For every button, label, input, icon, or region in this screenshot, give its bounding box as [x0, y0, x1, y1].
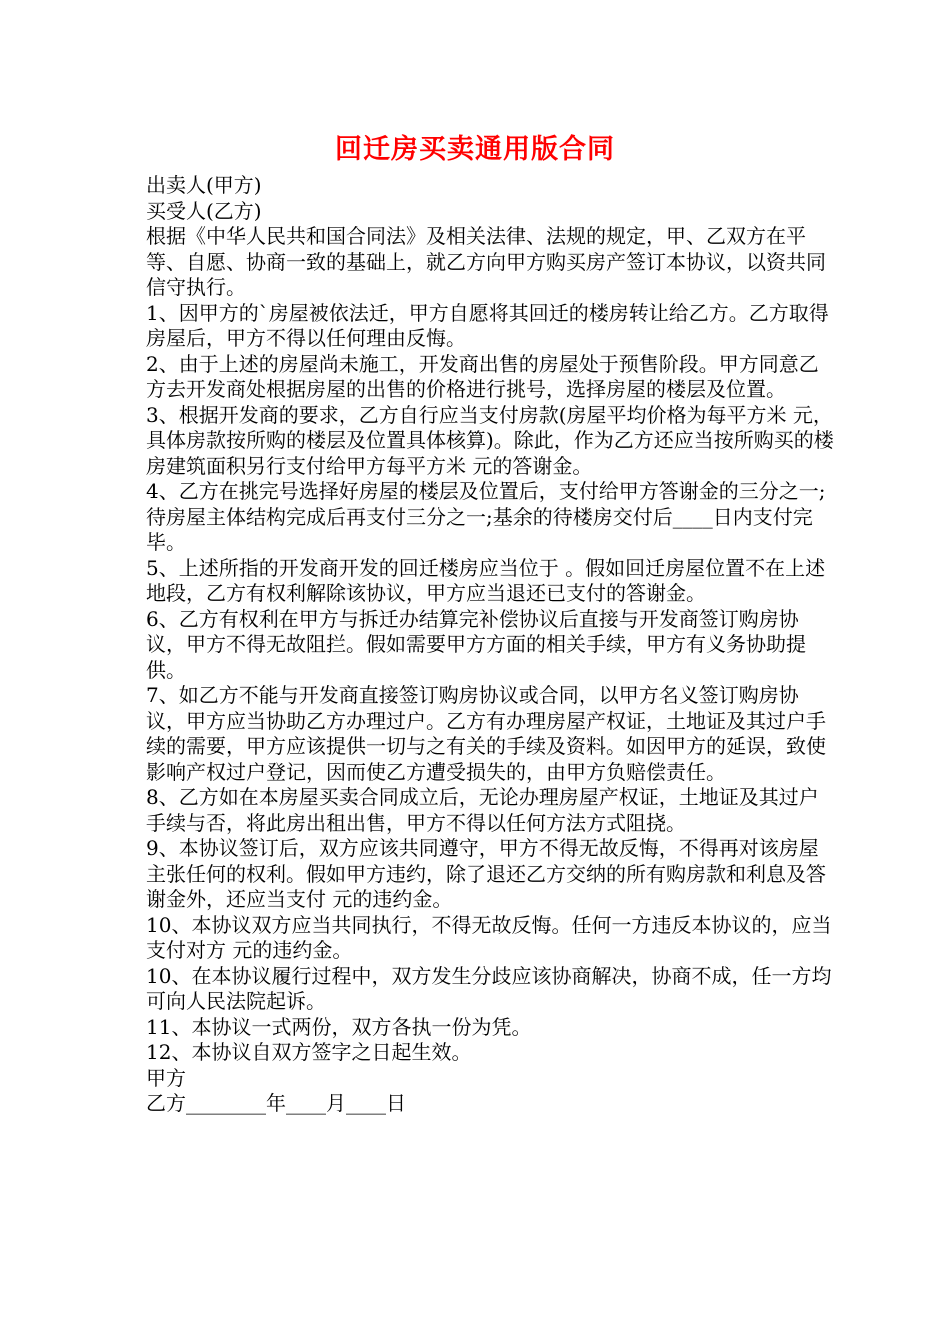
clause-11: 11、本协议一式两份，双方各执一份为凭。	[146, 1014, 532, 1039]
document-body	[146, 173, 836, 1117]
clause-4: 4、乙方在挑完号选择好房屋的楼层及位置后，支付给甲方答谢金的三分之一;待房屋主体结构完成后再支付三分之一;基余的待楼房交付后____日内支付完毕。	[146, 479, 826, 554]
document-title: 回迁房买卖通用版合同	[335, 134, 615, 165]
clause-9: 9、本协议签订后，双方应该共同遵守，甲方不得无故反悔，不得再对该房屋主张任何的权利。假如甲方违约，除了退还乙方交纳的所有购房款和利息及答谢金外，还应当支付 元的违约金。	[146, 836, 826, 911]
clause-7: 7、如乙方不能与开发商直接签订购房协议或合同，以甲方名义签订购房协议，甲方应当协助乙方办理过户。乙方有办理房屋产权证，土地证及其过户手续的需要，甲方应该提供一切与之有关的手续及资料。如因甲方的延误，致使影响产权过户登记，因而使乙方遭受损失的，由甲方负赔偿责任。	[146, 683, 826, 784]
clause-2: 2、由于上述的房屋尚未施工，开发商出售的房屋处于预售阶段。甲方同意乙方去开发商处根据房屋的出售的价格进行挑号，选择房屋的楼层及位置。	[146, 351, 819, 401]
clause-5: 5、上述所指的开发商开发的回迁楼房应当位于 。假如回迁房屋位置不在上述地段，乙方有权利解除该协议，甲方应当退还已支付的答谢金。	[146, 555, 826, 605]
clause-6: 6、乙方有权利在甲方与拆迁办结算完补偿协议后直接与开发商签订购房协议，甲方不得无故阻拦。假如需要甲方方面的相关手续，甲方有义务协助提供。	[146, 606, 806, 682]
clause-3: 3、根据开发商的要求，乙方自行应当支付房款(房屋平均价格为每平方米 元，具体房款按所购的楼层及位置具体核算)。除此，作为乙方还应当按所购买的楼房建筑面积另行支付给甲方每平方米 元的答谢金。	[146, 402, 834, 478]
clause-8: 8、乙方如在本房屋买卖合同成立后，无论办理房屋产权证，土地证及其过户手续与否，将此房出租出售，甲方不得以任何方法方式阻挠。	[146, 785, 819, 835]
clause-10b: 10、在本协议履行过程中，双方发生分歧应该协商解决，协商不成，任一方均可向人民法院起诉。	[146, 963, 832, 1013]
clause-10a: 10、本协议双方应当共同执行，不得无故反悔。任何一方违反本协议的，应当支付对方 元的违约金。	[146, 912, 832, 962]
signature-party-b-date: 乙方________年____月____日	[146, 1091, 406, 1115]
clause-12: 12、本协议自双方签字之日起生效。	[146, 1040, 472, 1064]
party-seller: 出卖人(甲方)	[146, 173, 262, 197]
signature-party-a: 甲方	[146, 1065, 186, 1090]
clause-1: 1、因甲方的`房屋被依法迁，甲方自愿将其回迁的楼房转让给乙方。乙方取得房屋后，甲方不得以任何理由反悔。	[146, 300, 829, 350]
party-buyer: 买受人(乙方)	[146, 198, 262, 223]
preamble-paragraph: 根据《中华人民共和国合同法》及相关法律、法规的规定，甲、乙双方在平等、自愿、协商一致的基础上，就乙方向甲方购买房产签订本协议，以资共同信守执行。	[146, 224, 826, 299]
